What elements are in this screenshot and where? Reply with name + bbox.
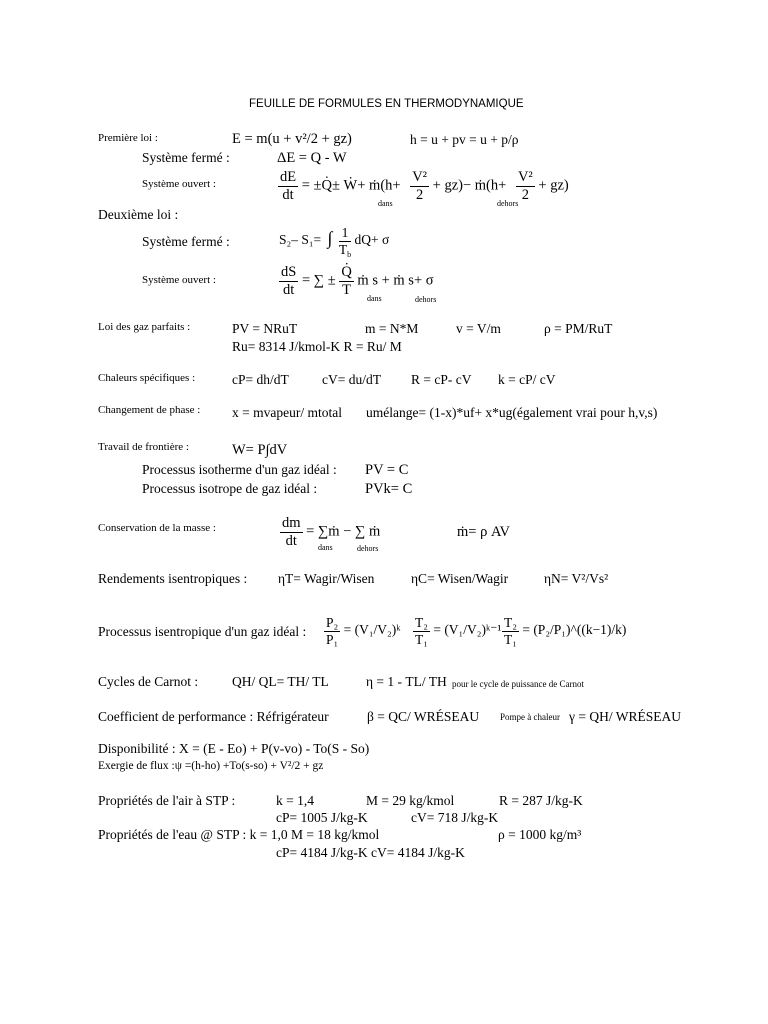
de-numerator: dE [280,169,297,185]
dt-denominator: dt [282,186,294,203]
entropy-rhs: dQ+ σ [354,232,390,248]
tb-denominator: T [338,241,348,257]
carnot-efficiency: η = 1 - TL/ TH [366,674,447,689]
p-ratio-k: = (P₂/P₁)^((k−1)/k) [522,622,627,638]
water-specific-heats: cP= 4184 J/kg-K cV= 4184 J/kg-K [276,845,465,860]
air-molar-mass: M = 29 kg/kmol [366,793,455,808]
heat-pump-label: Pompe à chaleur [500,712,560,722]
v-ratio-k1: = (V₁/V₂)ᵏ⁻¹ [433,622,502,638]
open-middle-2: + gz)− ṁ(h+ [432,177,507,194]
flow-exergy-equation: Exergie de flux :ψ =(h-ho) +To(s-so) + V²/2 + gz [98,760,324,772]
water-properties-label: Propriétés de l'eau @ STP : k = 1,0 M = 18 kg/kmol [98,827,380,842]
ideal-gas-v: v = V/m [456,321,501,336]
ideal-gas-pv: PV = NRuT [232,321,298,336]
mass-balance-middle: = ∑ṁ − ∑ ṁ [306,523,381,540]
two-denominator: 2 [415,186,424,203]
open-system-label-2: Système ouvert : [142,274,216,286]
ds-numerator: dS [281,264,297,280]
cop-refrigerator: β = QC/ WRÉSEAU [367,709,480,724]
closed-system-label-2: Système fermé : [142,234,230,249]
open-system-label: Système ouvert : [142,178,216,190]
isotrope-label: Processus isotrope de gaz idéal : [142,481,318,496]
isentropic-tp [502,616,626,646]
energy-equation: E = m(u + v²/2 + gz) [232,131,352,147]
second-law-label: Deuxième loi : [98,207,179,222]
integral-symbol: ∫ [327,228,333,249]
cop-label: Coefficient de performance : Réfrigérateur [98,709,329,724]
entropy-open-middle: = ∑ ± [301,272,336,289]
ideal-gas-label: Loi des gaz parfaits : [98,321,191,333]
cop-heat-pump: γ = QH/ WRÉSEAU [569,709,681,724]
first-law-label: Première loi : [98,132,158,144]
t1-denominator-2: T₁ [504,631,517,647]
boundary-work-label: Travail de frontière : [98,441,189,453]
isentropic-pv [324,616,401,646]
air-k: k = 1,4 [276,793,314,808]
t1-denominator: T₁ [415,631,428,647]
turbine-efficiency: ηT= Wagir/Wisen [278,571,375,586]
dehors-subscript: dehors [497,199,519,208]
t-denominator: T [342,281,351,298]
t2-numerator-2: T₂ [504,615,517,630]
entropy-open-rhs: + ṁ s+ σ [381,272,434,289]
air-cp: cP= 1005 J/kg-K [276,810,368,825]
carnot-label: Cycles de Carnot : [98,674,199,689]
dehors-subscript-3: dehors [357,544,379,553]
efficiencies-label: Rendements isentropiques : [98,571,248,586]
air-properties-label: Propriétés de l'air à STP : [98,793,236,808]
tb-subscript: b [347,249,352,259]
isotherm-eq: PV = C [365,462,409,478]
dans-subscript-2: dans [367,294,382,303]
energy-balance-closed: ΔE = Q - W [277,150,347,166]
quality-equation: x = mvapeur/ mtotal [232,405,342,420]
dt-denominator-2: dt [283,281,295,298]
air-cv: cV= 718 J/kg-K [411,810,499,825]
mass-flow-eq: ṁ= ρ AV [457,524,511,540]
isentropic-tv [413,616,501,646]
k-equation: k = cP/ cV [498,372,556,387]
v-ratio-k: = (V₁/V₂)ᵏ [343,622,401,638]
open-middle: = ±Q̇± Ẇ+ ṁ(h+ [301,177,401,194]
air-gas-constant: R = 287 J/kg-K [499,793,583,808]
mixture-equation: umélange= (1-x)*uf+ x*ug(également vrai pour h,v,s) [366,405,658,420]
phase-change-label: Changement de phase : [98,404,201,416]
enthalpy-equation: h = u + pv = u + p/ρ [410,132,519,147]
ideal-gas-m: m = N*M [365,321,419,336]
entropy-lhs: S₂– S₁= [279,232,322,248]
dehors-subscript-2: dehors [415,295,437,304]
one-numerator: 1 [339,226,351,242]
p1-denominator: P₁ [326,631,339,647]
v2-numerator: V² [412,169,428,185]
isotrope-eq: PVk= C [365,481,413,497]
carnot-note: pour le cycle de puissance de Carnot [452,679,584,689]
compressor-efficiency: ηC= Wisen/Wagir [411,571,509,586]
page-title: FEUILLE DE FORMULES EN THERMODYNAMIQUE [249,98,524,110]
open-end: + gz) [538,177,569,194]
availability-equation: Disponibilité : X = (E - Eo) + P(v-vo) - To(S - So) [98,741,370,756]
carnot-q-ratio: QH/ QL= TH/ TL [232,674,329,689]
boundary-work-eq: W= P∫dV [232,442,288,458]
closed-system-label: Système fermé : [142,150,230,165]
dans-subscript: dans [378,199,393,208]
specific-heats-label: Chaleurs spécifiques : [98,372,196,384]
mass-conservation-label: Conservation de la masse : [98,522,216,534]
cp-equation: cP= dh/dT [232,372,289,387]
energy-balance-open [278,170,569,202]
qdot-numerator: Q̇ [341,264,352,280]
nozzle-efficiency: ηN= V²/Vs² [544,571,609,586]
ideal-gas-ru: Ru= 8314 J/kmol-K R = Ru/ M [232,339,402,354]
dans-subscript-3: dans [318,543,333,552]
t2-numerator: T₂ [415,615,428,630]
isentropic-label: Processus isentropique d'un gaz idéal : [98,624,307,639]
entropy-open-ms: ṁ s [357,272,378,289]
isotherm-label: Processus isotherme d'un gaz idéal : [142,462,337,477]
two-denominator-2: 2 [521,186,529,203]
v2-numerator-2: V² [517,169,533,185]
p2-numerator: P₂ [326,615,339,630]
dm-numerator: dm [282,515,301,531]
entropy-balance-closed [279,225,390,259]
cv-equation: cV= du/dT [322,372,381,387]
ideal-gas-rho: ρ = PM/RuT [544,321,613,336]
dt-denominator-3: dt [285,532,297,549]
entropy-balance-open [279,265,434,297]
r-equation: R = cP- cV [411,372,472,387]
water-density: ρ = 1000 kg/m³ [498,827,582,842]
